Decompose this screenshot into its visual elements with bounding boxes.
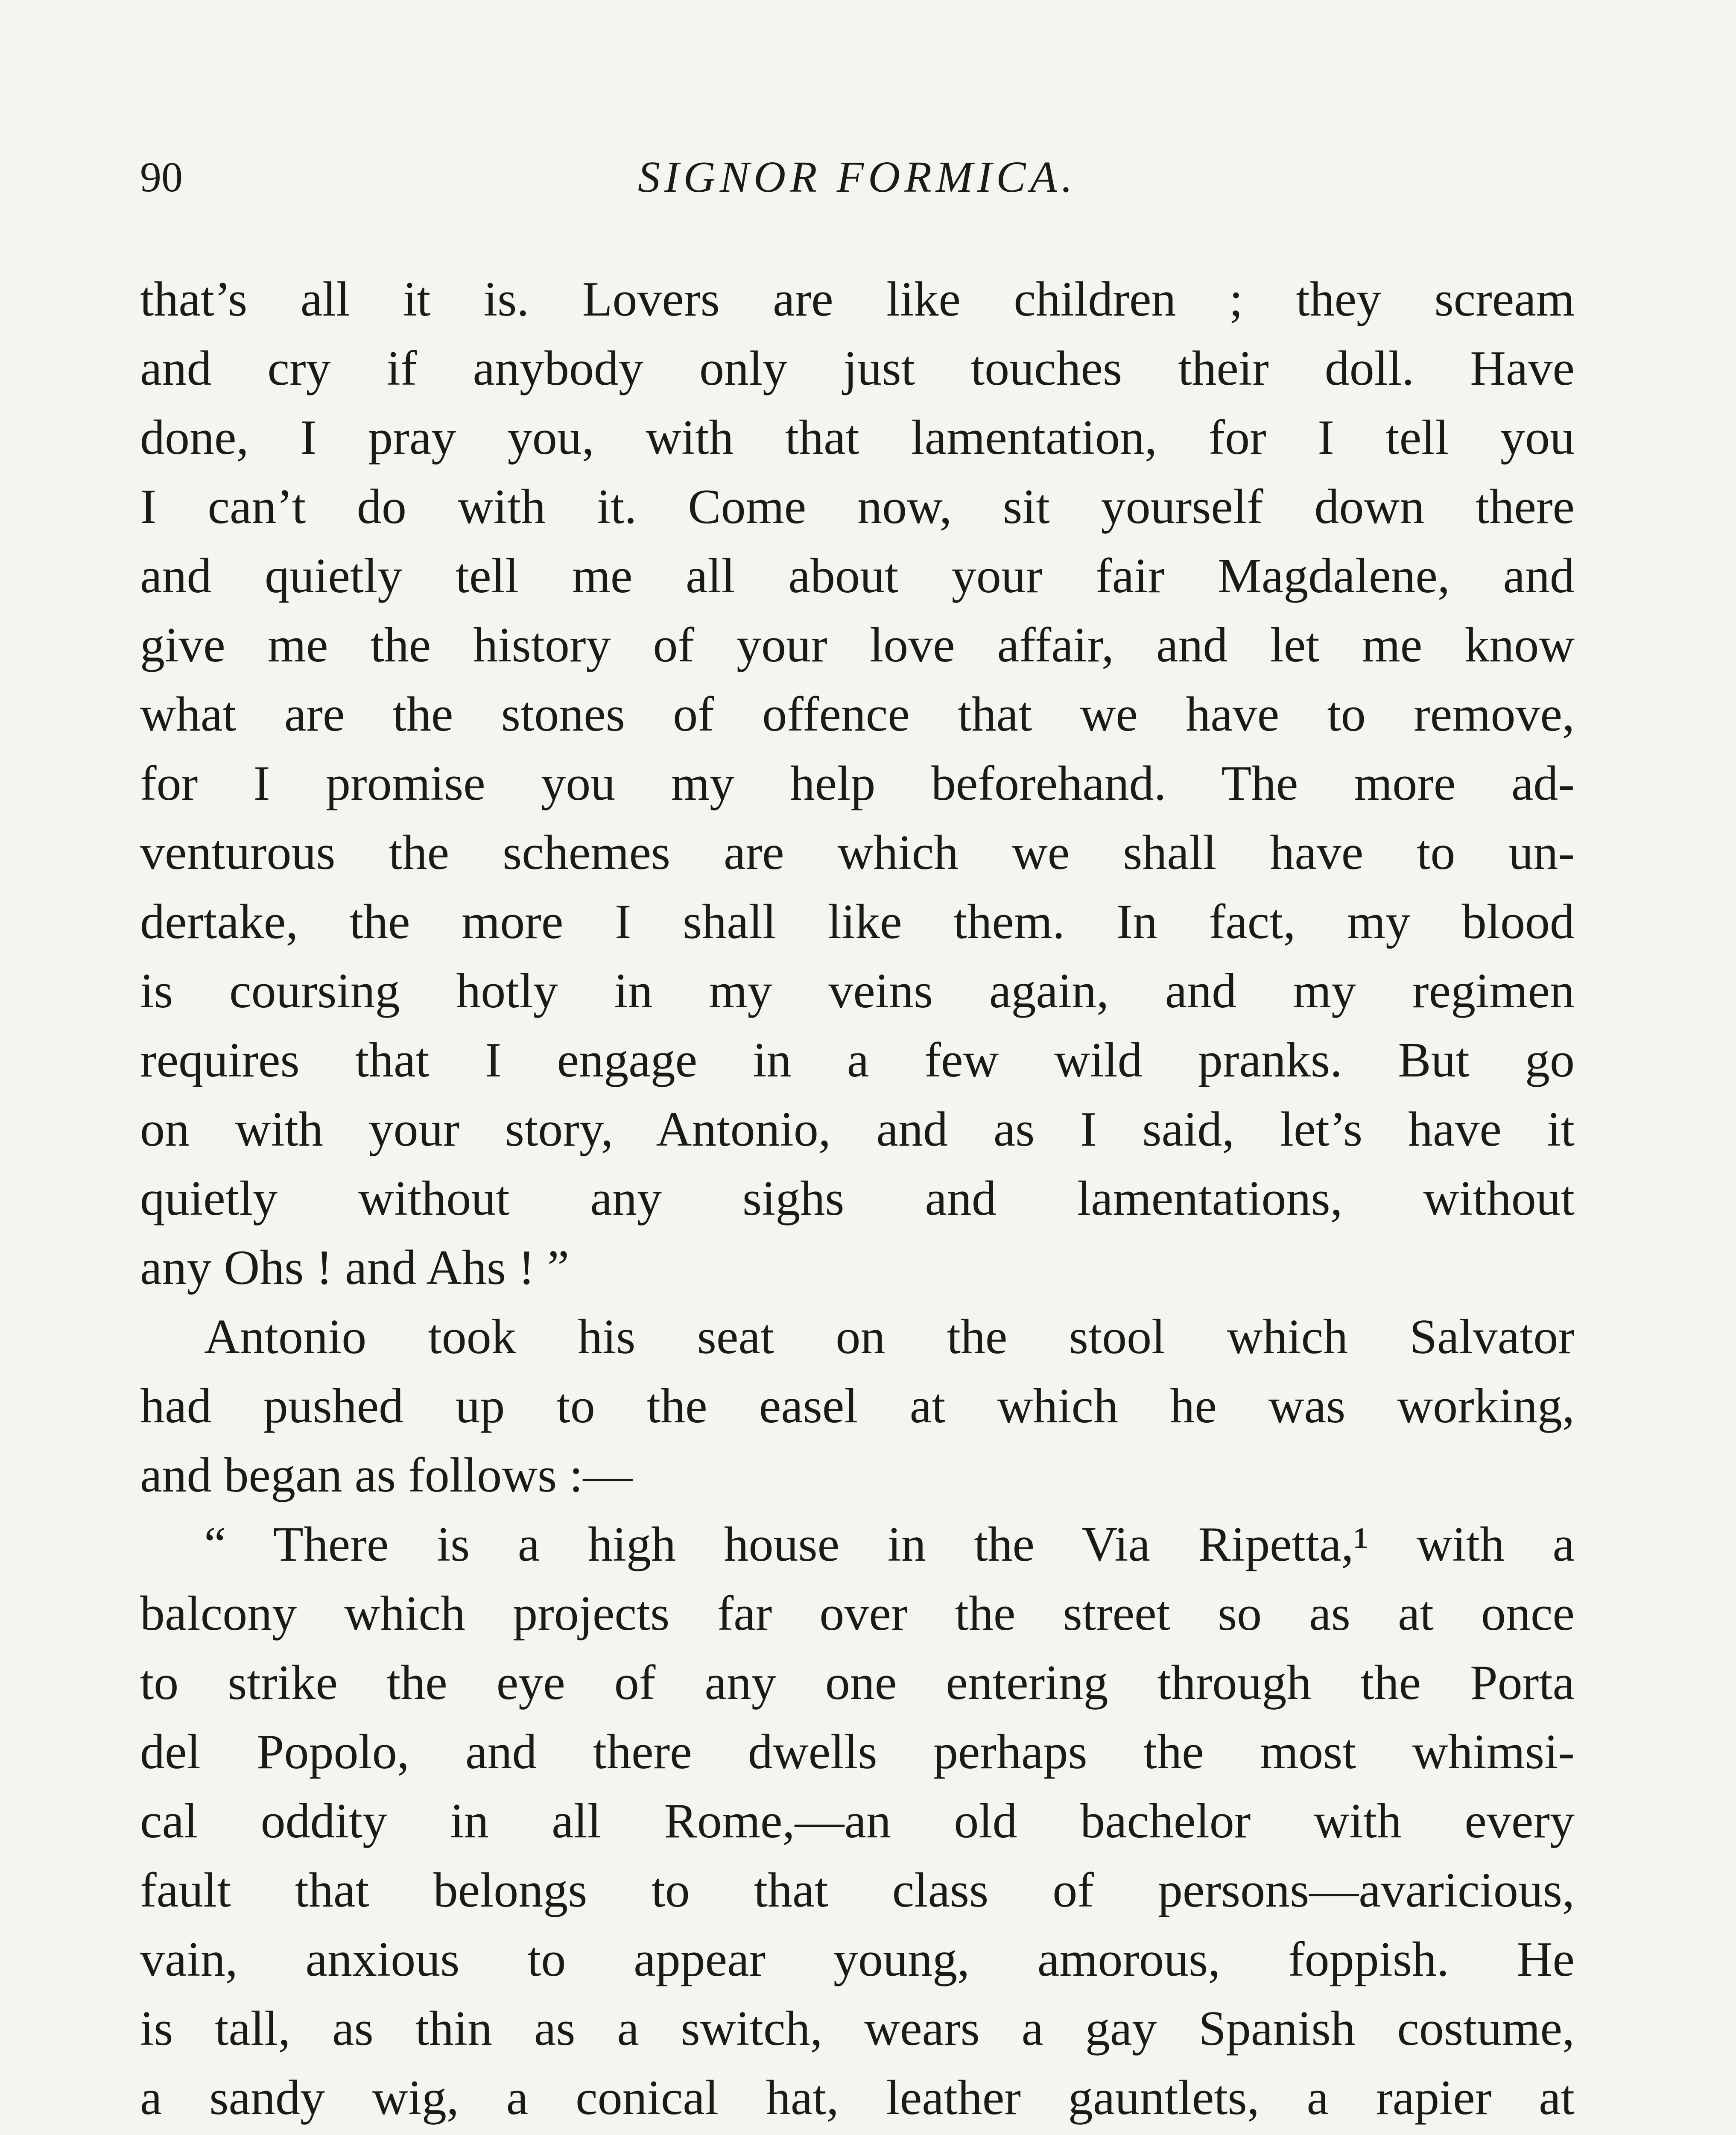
running-title: SIGNOR FORMICA.	[637, 152, 1077, 202]
body-line: a sandy wig, a conical hat, leather gauntlets, a rapier at	[140, 2071, 1575, 2125]
body-line: quietly without any sighs and lamentations, without	[140, 1171, 1575, 1226]
body-line: del Popolo, and there dwells perhaps the most whimsi-	[140, 1725, 1575, 1779]
body-line: give me the history of your love affair, and let me know	[140, 618, 1575, 673]
body-line: Antonio took his seat on the stool which Salvator	[204, 1310, 1575, 1364]
body-line: fault that belongs to that class of persons—avaricious,	[140, 1863, 1575, 1918]
page-header	[140, 145, 1575, 209]
body-line: had pushed up to the easel at which he was working,	[140, 1379, 1575, 1433]
body-line: dertake, the more I shall like them. In fact, my blood	[140, 895, 1575, 949]
body-line: cal oddity in all Rome,—an old bachelor with every	[140, 1794, 1575, 1848]
body-line: on with your story, Antonio, and as I said, let’s have it	[140, 1102, 1575, 1157]
body-line: is coursing hotly in my veins again, and my regimen	[140, 964, 1575, 1018]
body-line: and cry if anybody only just touches their doll. Have	[140, 341, 1575, 396]
body-line: that’s all it is. Lovers are like children ; they scream	[140, 272, 1575, 327]
body-line: requires that I engage in a few wild pranks. But go	[140, 1033, 1575, 1088]
body-line	[140, 2132, 1575, 2135]
body-line: to strike the eye of any one entering through the Porta	[140, 1655, 1575, 1710]
body-line: done, I pray you, with that lamentation, for I tell you	[140, 410, 1575, 465]
body-line: what are the stones of offence that we have to remove,	[140, 687, 1575, 742]
page-number: 90	[140, 153, 183, 201]
body-line: “ There is a high house in the Via Ripetta,¹ with a	[204, 1517, 1575, 1572]
body-line: I can’t do with it. Come now, sit yourself down there	[140, 480, 1575, 534]
body-line: balcony which projects far over the street so as at once	[140, 1586, 1575, 1641]
body-text	[140, 265, 1575, 2135]
body-line: and quietly tell me all about your fair Magdalene, and	[140, 549, 1575, 603]
body-line: vain, anxious to appear young, amorous, foppish. He	[140, 1932, 1575, 1987]
body-line: venturous the schemes are which we shall have to un-	[140, 825, 1575, 880]
body-line: and began as follows :—	[140, 1448, 633, 1503]
body-line: for I promise you my help beforehand. The more ad-	[140, 756, 1575, 811]
body-line: any Ohs ! and Ahs ! ”	[140, 1240, 570, 1295]
body-line: is tall, as thin as a switch, wears a gay Spanish costume,	[140, 2001, 1575, 2056]
